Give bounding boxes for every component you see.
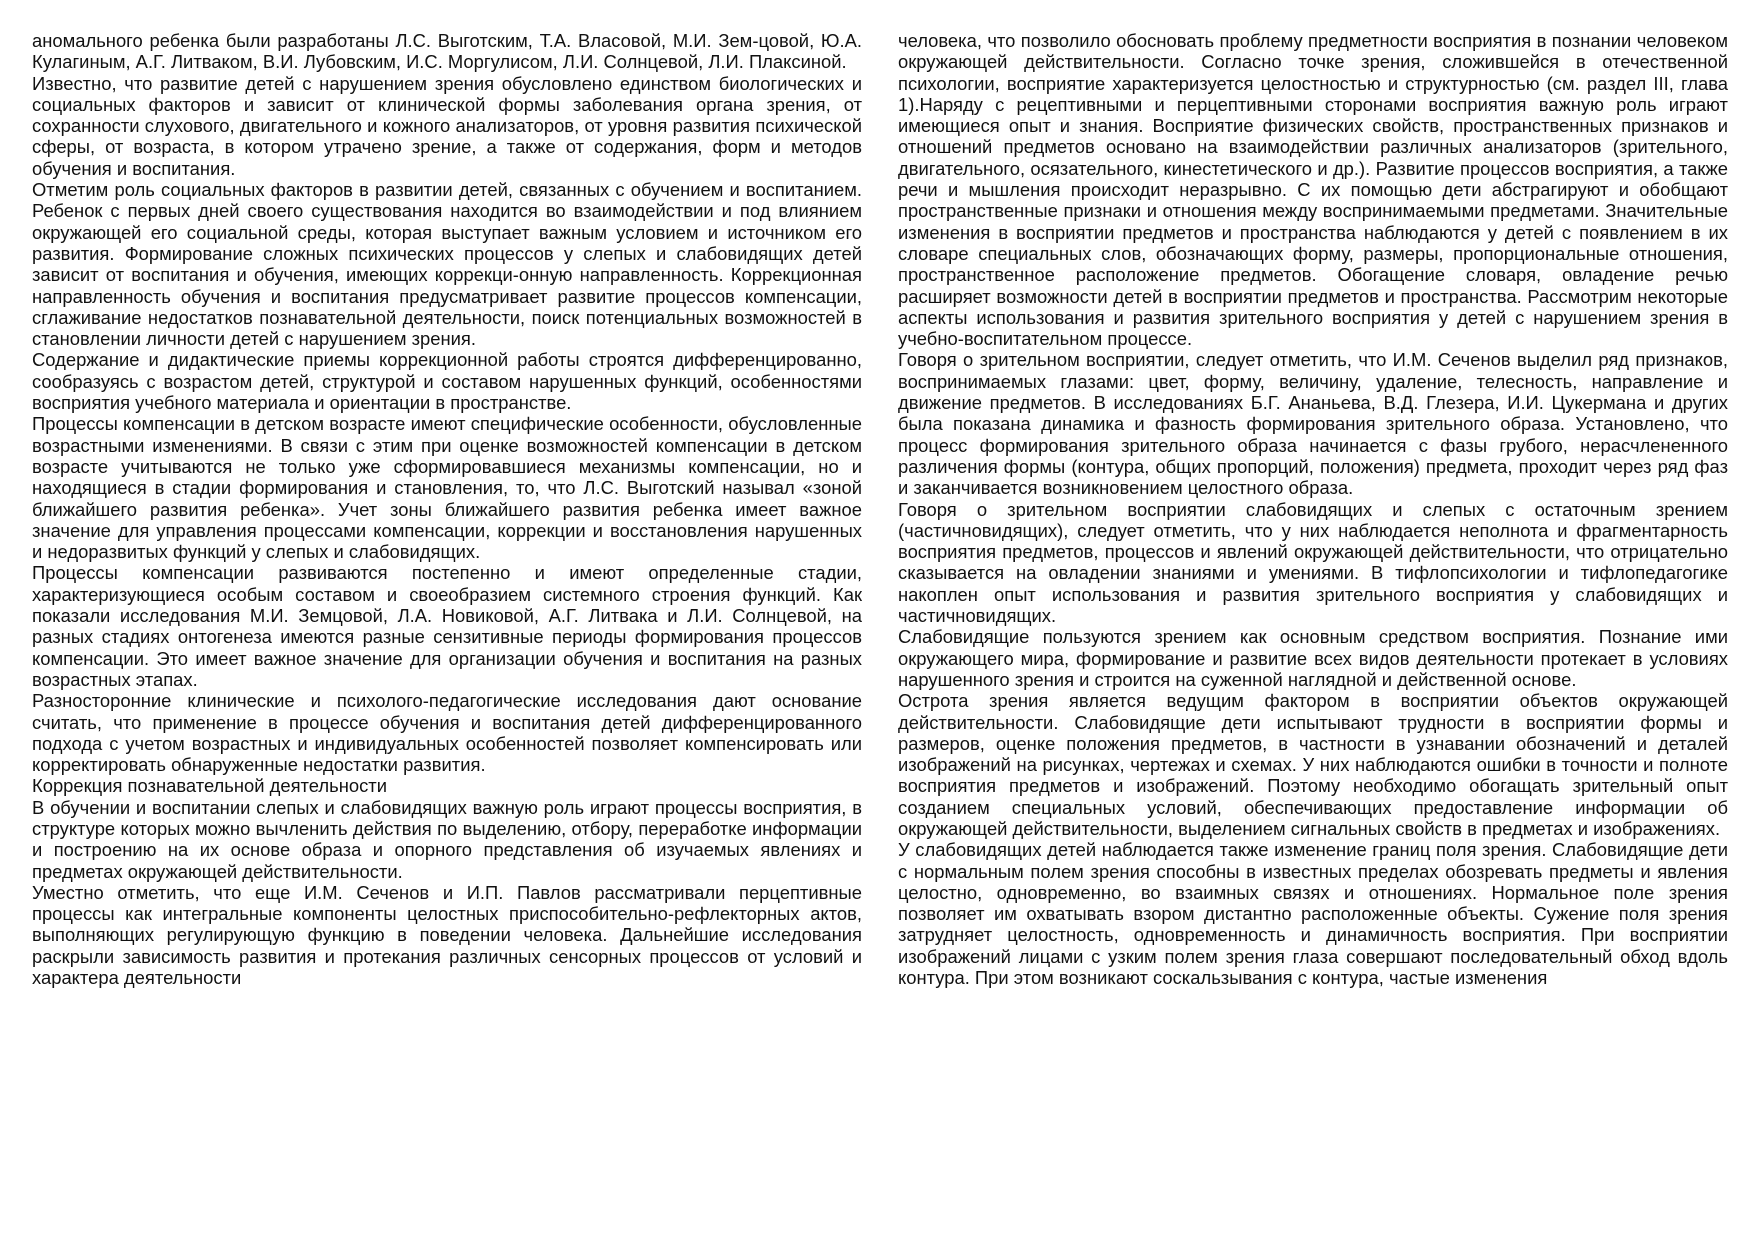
paragraph: Острота зрения является ведущим фактором в восприятии объектов окружающей действительности. Слабовидящие дети испытывают трудности в восприятии формы и размеров, оценке положения предметов, в частности в узнавании обозначений и деталей изображений на рисунках, чертежах и схемах. У них наблюдаются ошибки в точности и полноте восприятия предметов и изображений. Поэтому необходимо обогащать зрительный опыт созданием специальных условий, обеспечивающих предоставление информации об окружающей действительности, выделением сигнальных свойств в предметах и изображениях. bbox=[898, 690, 1728, 839]
paragraph: Процессы компенсации в детском возрасте имеют специфические особенности, обусловленные возрастными изменениями. В связи с этим при оценке возможностей компенсации в детском возрасте учитываются не только уже сформировавшиеся механизмы компенсации, но и находящиеся в стадии формирования и становления, то, что Л.С. Выготский называл «зоной ближайшего развития ребенка». Учет зоны ближайшего развития ребенка имеет важное значение для управления процессами компенсации, коррекции и восстановления нарушенных и недоразвитых функций у слепых и слабовидящих. bbox=[32, 413, 862, 563]
paragraph: Отметим роль социальных факторов в развитии детей, связанных с обучением и воспитанием. Ребенок с первых дней своего существования находится во взаимодействии и под влиянием окружающей его социальной среды, которая выступает важным условием и источником его развития. Формирование сложных психических процессов у слепых и слабовидящих детей зависит от воспитания и обучения, имеющих коррекци-онную направленность. Коррекционная направленность обучения и воспитания предусматривает развитие процессов компенсации, сглаживание недостатков познавательной деятельности, поиск потенциальных возможностей в становлении личности детей с нарушением зрения. bbox=[32, 179, 862, 350]
paragraph: В обучении и воспитании слепых и слабовидящих важную роль играют процессы восприятия, в структуре которых можно вычленить действия по выделению, отбору, переработке информации и построению на их основе образа и опорного представления об изучаемых явлениях и предметах окружающей действительности. bbox=[32, 796, 862, 882]
paragraph: Слабовидящие пользуются зрением как основным средством восприятия. Познание ими окружающего мира, формирование и развитие всех видов деятельности протекает в условиях нарушенного зрения и строится на суженной наглядной и действенной основе. bbox=[898, 626, 1728, 690]
left-column bbox=[32, 30, 862, 1230]
paragraph: Говоря о зрительном восприятии слабовидящих и слепых с остаточным зрением (частичновидящих), следует отметить, что у них наблюдается неполнота и фрагментарность восприятия предметов, процессов и явлений окружающей действительности, что отрицательно сказывается на овладении знаниями и умениями. В тифлопсихологии и тифлопедагогике накоплен опыт использования и развития зрительного восприятия у слабовидящих и частичновидящих. bbox=[898, 498, 1728, 627]
paragraph: Содержание и дидактические приемы коррекционной работы строятся дифференцированно, сообразуясь с возрастом детей, структурой и составом нарушенных функций, особенностями восприятия учебного материала и ориентации в пространстве. bbox=[32, 349, 862, 414]
paragraph: Говоря о зрительном восприятии, следует отметить, что И.М. Сеченов выделил ряд признаков, воспринимаемых глазами: цвет, форму, величину, удаление, телесность, направление и движение предметов. В исследованиях Б.Г. Ананьева, В.Д. Глезера, И.И. Цукермана и других была показана динамика и фазность формирования зрительного образа. Установлено, что процесс формирования зрительного образа начинается с фазы грубого, нерасчлененного различения формы (контура, общих пропорций, положения) предмета, проходит через ряд фаз и заканчивается возникновением целостного образа. bbox=[898, 349, 1728, 499]
paragraph: Уместно отметить, что еще И.М. Сеченов и И.П. Павлов рассматривали перцептивные процессы как интегральные компоненты целостных приспособительно-рефлекторных актов, выполняющих регулирующую функцию в поведении человека. Дальнейшие исследования раскрыли зависимость развития и протекания различных сенсорных процессов от условий и характера деятельности bbox=[32, 881, 862, 989]
paragraph: аномального ребенка были разработаны Л.С. Выготским, Т.А. Власовой, М.И. Зем-цовой, Ю.А. Кулагиным, А.Г. Литваком, В.И. Лубовским, И.С. Моргулисом, Л.И. Солнцевой, Л.И. Плаксиной. bbox=[32, 30, 862, 73]
section-heading: Коррекция познавательной деятельности bbox=[32, 775, 387, 797]
paragraph: У слабовидящих детей наблюдается также изменение границ поля зрения. Слабовидящие дети с нормальным полем зрения способны в известных пределах обозревать предметы и явления целостно, одновременно, во взаимных связях и отношениях. Нормальное поле зрения позволяет им охватывать взором дистантно расположенные объекты. Сужение поля зрения затрудняет целостность, одновременность и динамичность восприятия. При восприятии изображений лицами с узким полем зрения глаза совершают последовательный обход вдоль контура. При этом возникают соскальзывания с контура, частые изменения bbox=[898, 839, 1728, 989]
paragraph: Процессы компенсации развиваются постепенно и имеют определенные стадии, характеризующиеся особым составом и своеобразием системного строения функций. Как показали исследования М.И. Земцовой, Л.А. Новиковой, А.Г. Литвака и Л.И. Солнцевой, на разных стадиях онтогенеза имеются разные сензитивные периоды формирования процессов компенсации. Это имеет важное значение для организации обучения и воспитания на разных возрастных этапах. bbox=[32, 562, 862, 690]
paragraph: Известно, что развитие детей с нарушением зрения обусловлено единством биологических и социальных факторов и зависит от клинической формы заболевания органа зрения, от сохранности слухового, двигательного и кожного анализаторов, от уровня развития психической сферы, от возраста, в котором утрачено зрение, а также от содержания, форм и методов обучения и воспитания. bbox=[32, 72, 862, 179]
right-column bbox=[898, 30, 1728, 1230]
paragraph: человека, что позволило обосновать проблему предметности восприятия в познании человеком окружающей действительности. Согласно точке зрения, сложившейся в отечественной психологии, восприятие характеризуется целостностью и структурностью (см. раздел III, глава 1).Наряду с рецептивными и перцептивными сторонами восприятия важную роль играют имеющиеся опыт и знания. Восприятие физических свойств, пространственных признаков и отношений предметов основано на взаимодействии различных анализаторов (зрительного, двигательного, осязательного, кинестетического и др.). Развитие процессов восприятия, а также речи и мышления происходит неразрывно. С их помощью дети абстрагируют и обобщают пространственные признаки и отношения между воспринимаемыми предметами. Значительные изменения в восприятии предметов и пространства наблюдаются у детей с появлением в их словаре специальных слов, обозначающих форму, размеры, пропорциональные отношения, пространственное расположение предметов. Обогащение словаря, овладение речью расширяет возможности детей в восприятии предметов и пространства. Рассмотрим некоторые аспекты использования и развития зрительного восприятия у детей с нарушением зрения в учебно-воспитательном процессе. bbox=[898, 30, 1728, 350]
paragraph: Разносторонние клинические и психолого-педагогические исследования дают основание считать, что применение в процессе обучения и воспитания детей дифференцированного подхода с учетом возрастных и индивидуальных особенностей позволяет компенсировать или корректировать обнаруженные недостатки развития. bbox=[32, 690, 862, 776]
